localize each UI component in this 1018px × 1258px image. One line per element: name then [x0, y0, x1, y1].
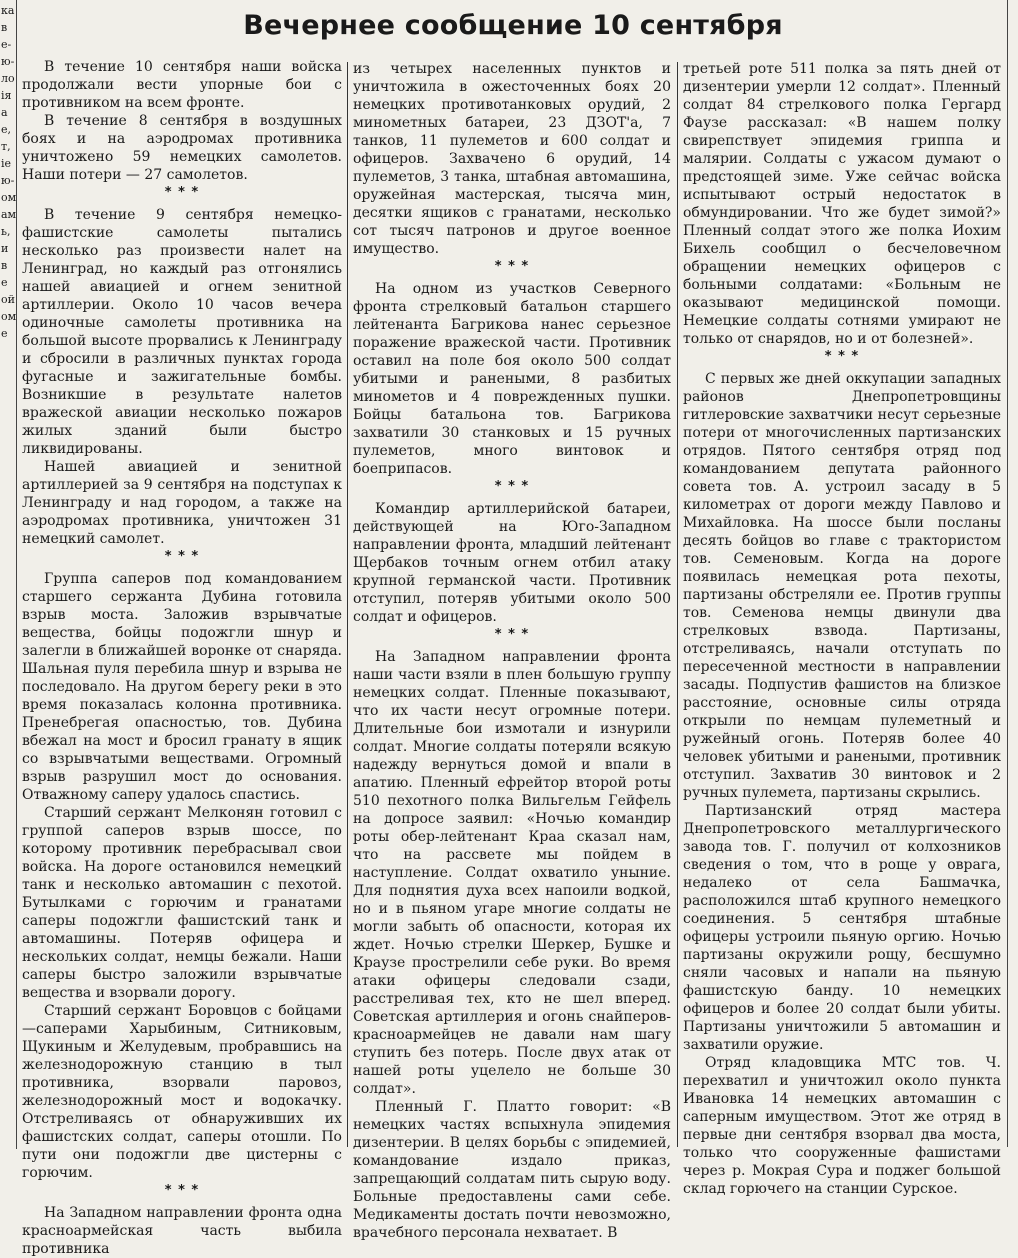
edge-fragment: е,	[1, 123, 12, 136]
paragraph: Партизанский отряд мастера Днепропетровского металлургического завода тов. Г. получил от колхозников сведения о том, что в роще у оврага, недалеко от села Башмачка, расположился штаб крупного немецкого соединения. 5 сентября штабные офицеры устроили пьяную оргию. Ночью партизаны окружили рощу, бесшумно сняли часовых и напали на пьяную фашистскую банду. 10 немецких офицеров и более 20 солдат были убиты. Партизаны уничтожили 5 автомашин и захватили оружие.	[683, 803, 1001, 1053]
edge-fragment: ю-	[1, 174, 15, 187]
paragraph: С первых же дней оккупации западных районов Днепропетровщины гитлеровские захватчики несут серьезные потери от многочисленных партизанских отрядов. Пятого сентября отряд под командованием депутата районного совета тов. А. устроил засаду в 5 километрах от дороги между Павлово и Михайловка. На шоссе были посланы десять бойцов во главе с трактористом тов. Семеновым. Когда на дороге появилась немецкая рота пехоты, партизаны обстреляли ее. Против группы тов. Семенова немцы двинули два стрелковых взвода. Партизаны, отстреливаясь, начали отступать по пересеченной местности в направлении засады. Подпустив фашистов на близкое расстояние, основные силы отряда открыли по немцам пулеметный и ружейный огонь. Потеряв более 40 человек убитыми и ранеными, противник отступил. Захватив 30 винтовок и 2 ручных пулемета, партизаны скрылись.	[683, 371, 1001, 801]
section-separator: * * *	[494, 259, 530, 274]
paragraph: Старший сержант Боровцов с бойцами—саперами Харыбиным, Ситниковым, Щукиным и Желудевым, пробравшись на железнодорожную станцию в тыл противника, взорвали паровоз, железнодорожный мост и водокачку. Отстреливаясь от обнаруживших их фашистских солдат, саперы отошли. По пути они подожгли две цистерны с горючим.	[22, 1003, 342, 1181]
paragraph: Группа саперов под командованием старшего сержанта Дубина готовила взрыв моста. Заложив взрывчатые вещества, бойцы подожгли шнур и залегли в ближайшей воронке от снаряда. Шальная пуля перебила шнур и взрыва не последовало. На другом берегу реки в это время показалась колонна противника. Пренебрегая опасностью, тов. Дубина вбежал на мост и бросил гранату в ящик со взрывчатыми веществами. Огромный взрыв разрушил мост до основания. Отважному саперу удалось спастись.	[22, 571, 342, 803]
edge-fragment: в	[1, 21, 8, 34]
text-column-3	[683, 60, 1001, 1197]
paragraph: третьей роте 511 полка за пять дней от дизентерии умерли 12 солдат». Пленный солдат 84 стрелкового полка Гергард Фаузе рассказал: «В нашем полку свирепствует эпидемия гриппа и малярии. Солдаты с ужасом думают о предстоящей зиме. Уже сейчас войска испытывают острый недостаток в обмундировании. Что же будет зимой?» Пленный солдат этого же полка Иохим Бихель сообщил о бесчеловечном обращении немецких офицеров с больными солдатами: «Больным не оказывают медицинской помощи. Немецкие солдаты сотнями умирают не только от снарядов, но и от болезней».	[683, 61, 1001, 347]
edge-fragment: ка	[1, 4, 15, 17]
section-separator: * * *	[164, 549, 200, 564]
edge-fragment: ю-	[1, 55, 15, 68]
edge-fragment: ой	[1, 293, 15, 306]
edge-fragment: ло	[1, 72, 15, 85]
section-separator: * * *	[164, 185, 200, 200]
edge-fragment: ам	[1, 208, 17, 221]
column-rule	[677, 62, 678, 1147]
paragraph: На Западном направлении фронта одна красноармейская часть выбила противника	[22, 1205, 342, 1257]
adjacent-column-edge	[1007, 0, 1018, 1147]
paragraph: Отряд кладовщика МТС тов. Ч. перехватил и уничтожил около пункта Ивановка 14 немецких автомашин с саперным имуществом. Этот же отряд в первые дни сентября взорвал два моста, только что сооруженные фашистами через р. Мокрая Сура и поджег большой склад горючего на станции Сурское.	[683, 1055, 1001, 1197]
edge-fragment: іе	[1, 157, 12, 170]
paragraph: из четырех населенных пунктов и уничтожила в ожесточенных боях 20 немецких противотанковых орудий, 2 минометных батареи, 23 ДЗОТ'а, 7 танков, 11 пулеметов и 600 солдат и офицеров. Захвачено 6 орудий, 14 пулеметов, 3 танка, штабная автомашина, оружейная мастерская, тысяча мин, десятки ящиков с гранатами, несколько сот тысяч патронов и другое военное имущество.	[353, 61, 671, 257]
edge-fragment: в	[1, 259, 8, 272]
edge-fragment: а	[1, 106, 8, 119]
section-separator: * * *	[494, 627, 530, 642]
paragraph: В течение 8 сентября в воздушных боях и на аэродромах противника уничтожено 59 немецких самолетов. Наши потери — 27 самолетов.	[22, 113, 342, 183]
paragraph: На Западном направлении фронта наши части взяли в плен большую группу немецких солдат. Пленные показывают, что их части несут огромные потери. Длительные бои измотали и изнурили солдат. Многие солдаты потеряли всякую надежду вернуться домой и впали в апатию. Пленный ефрейтор второй роты 510 пехотного полка Вильгельм Гейфель на допросе заявил: «Ночью командир роты обер-лейтенант Краа сказал нам, что на рассвете мы пойдем в наступление. Солдат охватило уныние. Для поднятия духа всех напоили водкой, но и в пьяном угаре многие солдаты не могли забыть об опасности, которая их ждет. Ночью стрелки Шеркер, Бушке и Краузе прострелили себе руки. Во время атаки офицеры следовали сзади, расстреливая тех, кто не шел вперед. Советская артиллерия и огонь снайперов-красноармейцев не давали нам шагу ступить без потерь. После двух атак от нашей роты уцелело не больше 30 солдат».	[353, 649, 671, 1097]
edge-fragment: ом	[1, 310, 17, 323]
paragraph: На одном из участков Северного фронта стрелковый батальон старшего лейтенанта Багрикова нанес серьезное поражение вражеской части. Противник оставил на поле боя около 500 солдат убитыми и ранеными, 8 разбитых минометов и 4 поврежденных пушки. Бойцы батальона тов. Багрикова захватили 30 станковых и 15 ручных пулеметов, много винтовок и боеприпасов.	[353, 281, 671, 477]
paragraph: Нашей авиацией и зенитной артиллерией за 9 сентября на подступах к Ленинграду и над городом, а также на аэродромах противника, уничтожен 31 немецкий самолет.	[22, 459, 342, 547]
paragraph: В течение 10 сентября наши войска продолжали вести упорные бои с противником на всем фронте.	[22, 59, 342, 111]
section-separator: * * *	[164, 1183, 200, 1198]
edge-fragment: ія	[1, 89, 12, 102]
edge-fragment: ь,	[1, 225, 11, 238]
article-title: Вечернее сообщение 10 сентября	[243, 10, 783, 41]
text-column-1	[22, 58, 342, 1257]
edge-fragment: e	[1, 327, 8, 340]
paragraph: В течение 9 сентября немецко-фашистские самолеты пытались несколько раз произвести налет на Ленинград, но каждый раз отгонялись нашей авиацией и огнем зенитной артиллерии. Около 10 часов вечера одиночные самолеты противника на большой высоте прорвались к Ленинграду и сбросили в различных пунктах города фугасные и зажигательные бомбы. Возникшие в результате налетов вражеской авиации несколько пожаров жилых зданий были быстро ликвидированы.	[22, 207, 342, 457]
section-separator: * * *	[494, 479, 530, 494]
paragraph: Пленный Г. Платто говорит: «В немецких частях вспыхнула эпидемия дизентерии. В целях борьбы с эпидемией, командование издало приказ, запрещающий солдатам пить сырую воду. Больные предоставлены сами себе. Медикаменты достать почти невозможно, врачебного персонала нехватает. В	[353, 1099, 671, 1241]
section-separator: * * *	[824, 349, 860, 364]
edge-fragment: и	[1, 242, 9, 255]
text-column-2	[353, 60, 671, 1241]
edge-fragment: т,	[1, 140, 11, 153]
paragraph: Старший сержант Мелконян готовил с группой саперов взрыв шоссе, по которому противник перебрасывал свои войска. На дороге остановился немецкий танк и несколько автомашин с пехотой. Бутылками с горючим и гранатами саперы подожгли фашистский танк и автомашины. Потеряв офицера и нескольких солдат, немцы бежали. Наши саперы быстро заложили взрывчатые вещества и взорвали дорогу.	[22, 805, 342, 1001]
column-rule	[347, 62, 348, 1147]
adjacent-column-fragment	[0, 0, 17, 1149]
edge-fragment: ом	[1, 191, 17, 204]
edge-fragment: е	[1, 276, 8, 289]
edge-fragment: е-	[1, 38, 12, 51]
paragraph: Командир артиллерийской батареи, действующей на Юго-Западном направлении фронта, младший лейтенант Щербаков точным огнем отбил атаку крупной германской части. Противник отступил, потеряв убитыми около 500 солдат и офицеров.	[353, 501, 671, 625]
